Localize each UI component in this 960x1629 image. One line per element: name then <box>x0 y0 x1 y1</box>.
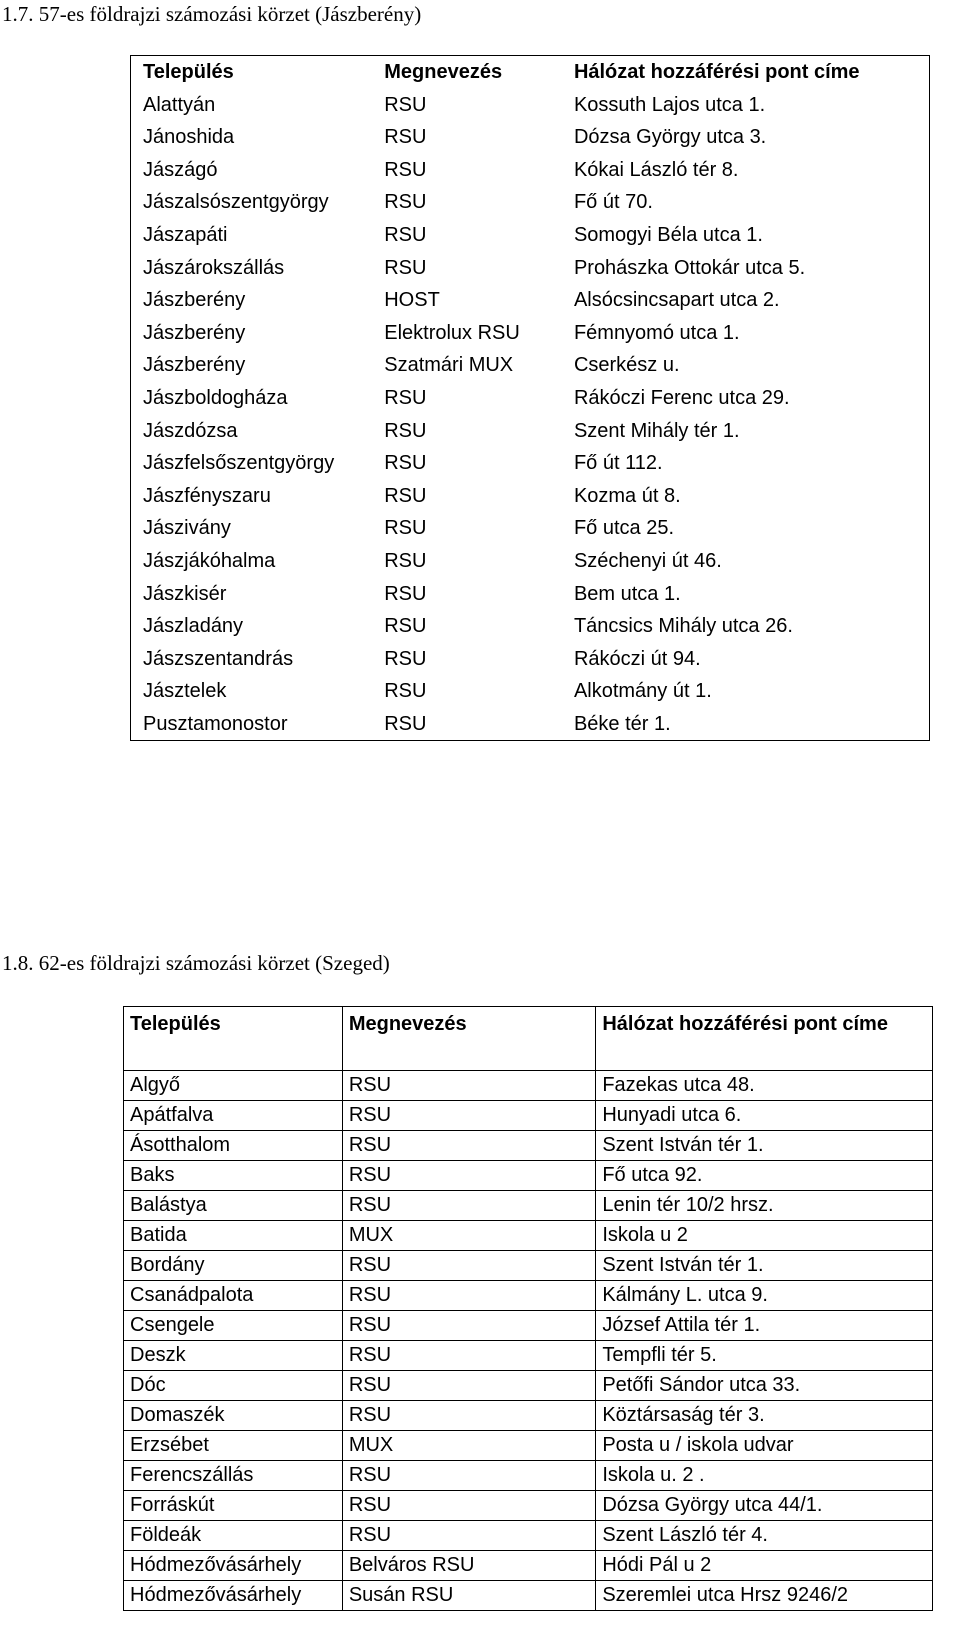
cell-address: Iskola u 2 <box>596 1221 933 1251</box>
cell-address: Kossuth Lajos utca 1. <box>573 93 766 116</box>
column-header-name: Megnevezés <box>342 1007 596 1071</box>
table-row <box>124 1161 933 1191</box>
cell-settlement: Csengele <box>124 1311 343 1341</box>
column-header-address: Hálózat hozzáférési pont címe <box>596 1007 933 1071</box>
cell-settlement: Jászdózsa <box>143 419 238 442</box>
table-row <box>124 1311 933 1341</box>
table-row <box>131 121 930 154</box>
table-row <box>131 643 930 676</box>
cell-address: Hódi Pál u 2 <box>596 1551 933 1581</box>
cell-address: Cserkész u. <box>573 354 680 377</box>
table-row <box>124 1341 933 1371</box>
table-header-row <box>131 56 930 89</box>
cell-settlement: Apátfalva <box>124 1101 343 1131</box>
cell-settlement: Jászszentandrás <box>143 647 294 670</box>
column-header-name: Megnevezés <box>384 61 503 83</box>
cell-name: RSU <box>384 223 427 246</box>
cell-settlement: Jászárokszállás <box>143 256 285 279</box>
table-row <box>131 545 930 578</box>
table-row <box>131 610 930 643</box>
cell-name: HOST <box>384 289 440 312</box>
cell-settlement: Alattyán <box>143 93 216 116</box>
table-row <box>131 219 930 252</box>
cell-address: Szent István tér 1. <box>596 1251 933 1281</box>
cell-name: RSU <box>342 1311 596 1341</box>
cell-settlement: Jászágó <box>143 158 218 181</box>
cell-name: Elektrolux RSU <box>384 321 520 344</box>
cell-name: RSU <box>342 1191 596 1221</box>
table-row <box>124 1131 933 1161</box>
cell-name: RSU <box>384 549 427 572</box>
cell-settlement: Jászladány <box>143 615 244 638</box>
cell-settlement: Jászkisér <box>143 582 227 605</box>
cell-settlement: Jásztelek <box>143 680 227 703</box>
table-row <box>124 1581 933 1611</box>
cell-settlement: Jászfelsőszentgyörgy <box>143 452 335 475</box>
table-row <box>131 284 930 317</box>
cell-settlement: Csanádpalota <box>124 1281 343 1311</box>
cell-name: RSU <box>384 386 427 409</box>
cell-settlement: Jászapáti <box>143 223 228 246</box>
cell-name: RSU <box>342 1071 596 1101</box>
cell-name: RSU <box>384 191 427 214</box>
cell-settlement: Jászjákóhalma <box>143 549 276 572</box>
cell-name: RSU <box>384 680 427 703</box>
table-row <box>124 1401 933 1431</box>
cell-name: RSU <box>342 1461 596 1491</box>
cell-name: RSU <box>342 1101 596 1131</box>
cell-address: Hunyadi utca 6. <box>596 1101 933 1131</box>
cell-settlement: Jánoshida <box>143 126 235 149</box>
cell-address: Széchenyi út 46. <box>573 549 722 572</box>
table-row <box>131 578 930 611</box>
cell-address: Bem utca 1. <box>573 582 681 605</box>
cell-name: RSU <box>384 158 427 181</box>
cell-name: RSU <box>384 484 427 507</box>
cell-name: RSU <box>342 1401 596 1431</box>
table-row <box>131 89 930 122</box>
jaszbereny-table <box>130 55 930 741</box>
cell-address: Fémnyomó utca 1. <box>573 321 740 344</box>
table-row <box>124 1551 933 1581</box>
cell-name: RSU <box>384 712 427 735</box>
cell-settlement: Balástya <box>124 1191 343 1221</box>
table-row <box>124 1071 933 1101</box>
table-row <box>131 512 930 545</box>
cell-address: Rákóczi Ferenc utca 29. <box>573 386 790 409</box>
cell-settlement: Hódmezővásárhely <box>124 1551 343 1581</box>
cell-settlement: Jászivány <box>143 517 231 540</box>
table-row <box>131 349 930 382</box>
cell-name: RSU <box>342 1281 596 1311</box>
table-row <box>124 1461 933 1491</box>
cell-address: Iskola u. 2 . <box>596 1461 933 1491</box>
cell-address: Szent István tér 1. <box>596 1131 933 1161</box>
cell-address: Dózsa György utca 3. <box>573 126 767 149</box>
table-row <box>124 1221 933 1251</box>
cell-address: Fő utca 92. <box>596 1161 933 1191</box>
cell-settlement: Baks <box>124 1161 343 1191</box>
cell-name: RSU <box>384 615 427 638</box>
cell-settlement: Domaszék <box>124 1401 343 1431</box>
cell-address: Szent László tér 4. <box>596 1521 933 1551</box>
cell-address: Fazekas utca 48. <box>596 1071 933 1101</box>
cell-address: Táncsics Mihály utca 26. <box>573 615 793 638</box>
cell-settlement: Erzsébet <box>124 1431 343 1461</box>
table-row <box>131 154 930 187</box>
section-title-szeged: 1.8. 62-es földrajzi számozási körzet (Szeged) <box>2 951 390 975</box>
cell-name: Belváros RSU <box>342 1551 596 1581</box>
cell-name: RSU <box>384 93 427 116</box>
cell-address: Posta u / iskola udvar <box>596 1431 933 1461</box>
table-row <box>131 447 930 480</box>
cell-name: RSU <box>384 452 427 475</box>
table-row <box>124 1101 933 1131</box>
cell-settlement: Jászboldogháza <box>143 386 288 409</box>
cell-name: MUX <box>342 1431 596 1461</box>
cell-address: Kálmány L. utca 9. <box>596 1281 933 1311</box>
cell-settlement: Bordány <box>124 1251 343 1281</box>
table-row <box>124 1251 933 1281</box>
table-row <box>131 415 930 448</box>
table-row <box>131 382 930 415</box>
column-header-address: Hálózat hozzáférési pont címe <box>573 61 860 83</box>
szeged-table <box>123 1006 933 1611</box>
cell-address: Fő út 112. <box>573 452 663 475</box>
cell-address: Dózsa György utca 44/1. <box>596 1491 933 1521</box>
table-row <box>131 675 930 708</box>
cell-name: RSU <box>342 1371 596 1401</box>
cell-settlement: Batida <box>124 1221 343 1251</box>
cell-name: RSU <box>342 1521 596 1551</box>
cell-address: Tempfli tér 5. <box>596 1341 933 1371</box>
cell-name: RSU <box>384 647 427 670</box>
cell-name: RSU <box>342 1491 596 1521</box>
table-row <box>131 317 930 350</box>
table-row <box>131 708 930 741</box>
cell-address: Béke tér 1. <box>573 712 671 735</box>
cell-settlement: Jászfényszaru <box>143 484 271 507</box>
cell-name: RSU <box>384 419 427 442</box>
cell-name: RSU <box>384 517 427 540</box>
cell-settlement: Földeák <box>124 1521 343 1551</box>
cell-settlement: Forráskút <box>124 1491 343 1521</box>
cell-name: RSU <box>384 582 427 605</box>
cell-address: Alkotmány út 1. <box>573 680 712 703</box>
cell-settlement: Jászberény <box>143 321 246 344</box>
cell-address: Kozma út 8. <box>573 484 681 507</box>
table-header-row <box>124 1007 933 1071</box>
table-row <box>124 1191 933 1221</box>
section-title-jaszbereny: 1.7. 57-es földrajzi számozási körzet (Jászberény) <box>2 2 422 26</box>
cell-address: Prohászka Ottokár utca 5. <box>573 256 806 279</box>
table-row <box>131 480 930 513</box>
column-header-settlement: Település <box>143 61 234 83</box>
table-row <box>131 252 930 285</box>
table-row <box>124 1491 933 1521</box>
cell-name: RSU <box>384 126 427 149</box>
cell-settlement: Ásotthalom <box>124 1131 343 1161</box>
cell-name: RSU <box>384 256 427 279</box>
cell-name: RSU <box>342 1161 596 1191</box>
cell-name: RSU <box>342 1341 596 1371</box>
table-row <box>124 1431 933 1461</box>
cell-settlement: Hódmezővásárhely <box>124 1581 343 1611</box>
cell-settlement: Algyő <box>124 1071 343 1101</box>
cell-name: RSU <box>342 1251 596 1281</box>
cell-address: Szent Mihály tér 1. <box>573 419 740 442</box>
cell-name: Szatmári MUX <box>384 354 514 377</box>
cell-address: Lenin tér 10/2 hrsz. <box>596 1191 933 1221</box>
cell-settlement: Ferencszállás <box>124 1461 343 1491</box>
table-row <box>124 1371 933 1401</box>
table-row <box>131 186 930 219</box>
cell-address: Fő út 70. <box>573 191 653 214</box>
cell-address: Rákóczi út 94. <box>573 647 701 670</box>
cell-address: Petőfi Sándor utca 33. <box>596 1371 933 1401</box>
cell-address: Szeremlei utca Hrsz 9246/2 <box>596 1581 933 1611</box>
table-row <box>124 1281 933 1311</box>
cell-settlement: Jászberény <box>143 354 246 377</box>
cell-address: Fő utca 25. <box>573 517 674 540</box>
cell-settlement: Pusztamonostor <box>143 712 288 735</box>
cell-name: Susán RSU <box>342 1581 596 1611</box>
cell-name: RSU <box>342 1131 596 1161</box>
cell-settlement: Deszk <box>124 1341 343 1371</box>
column-header-settlement: Település <box>124 1007 343 1071</box>
cell-address: Somogyi Béla utca 1. <box>573 223 763 246</box>
cell-settlement: Jászberény <box>143 289 246 312</box>
cell-settlement: Dóc <box>124 1371 343 1401</box>
cell-address: Köztársaság tér 3. <box>596 1401 933 1431</box>
cell-address: József Attila tér 1. <box>596 1311 933 1341</box>
cell-name: MUX <box>342 1221 596 1251</box>
table-row <box>124 1521 933 1551</box>
cell-address: Alsócsincsapart utca 2. <box>573 289 780 312</box>
cell-address: Kókai László tér 8. <box>573 158 739 181</box>
cell-settlement: Jászalsószentgyörgy <box>143 191 329 214</box>
